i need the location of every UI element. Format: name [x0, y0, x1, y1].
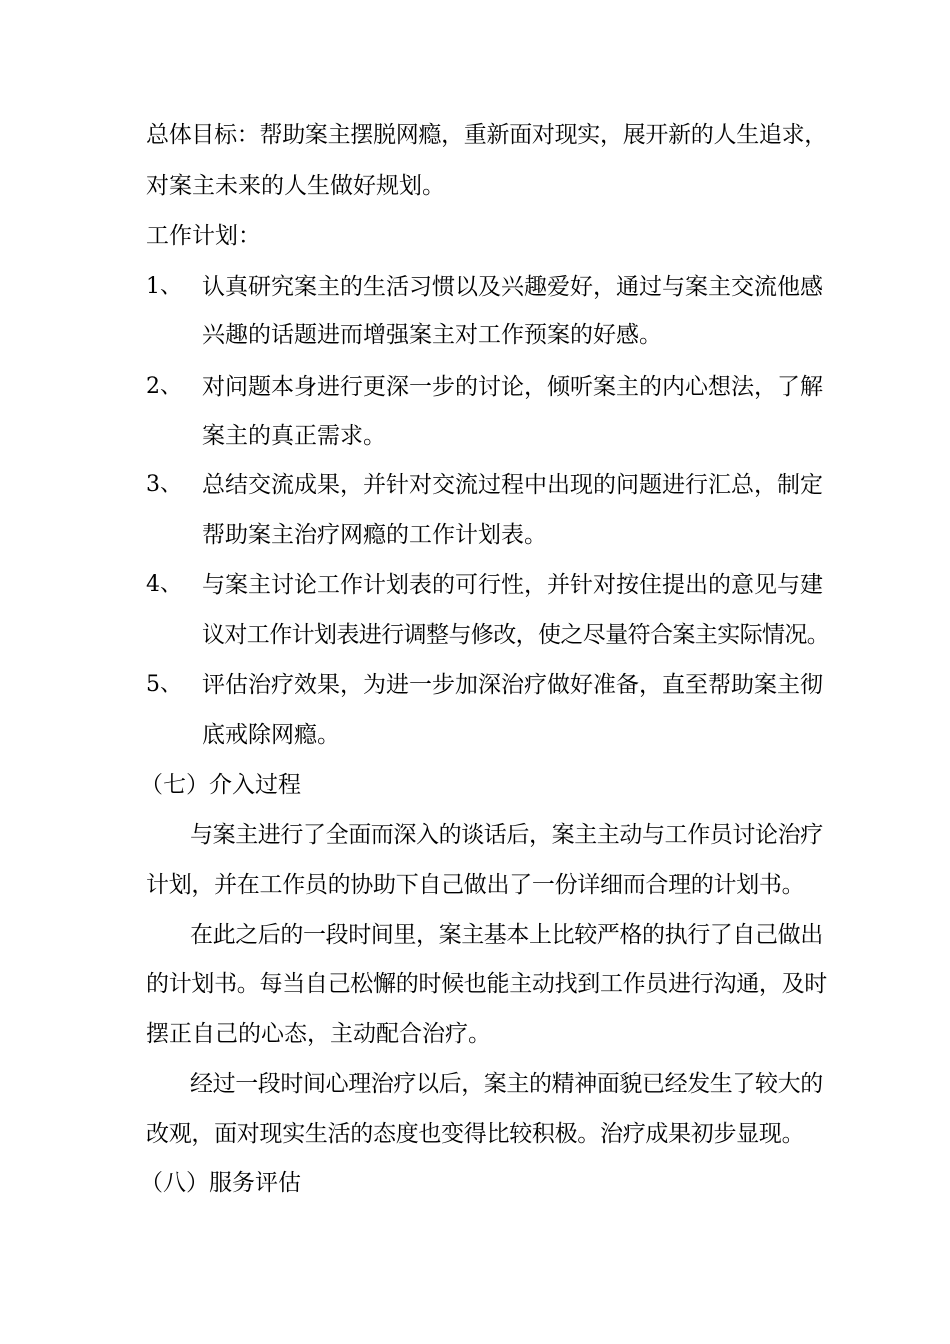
plan-item-4-number: 4、 — [146, 572, 182, 597]
plan-item-1-line-2: 兴趣的话题进而增强案主对工作预案的好感。 — [202, 322, 662, 348]
section-7-p2-line-3: 摆正自己的心态，主动配合治疗。 — [146, 1021, 491, 1047]
goal-line-2: 对案主未来的人生做好规划。 — [146, 173, 445, 199]
plan-item-4-line-2: 议对工作计划表进行调整与修改，使之尽量符合案主实际情况。 — [202, 622, 830, 648]
plan-item-1-number: 1、 — [146, 274, 182, 299]
plan-item-3-number: 3、 — [146, 472, 182, 497]
section-7-heading: （七）介入过程 — [140, 772, 301, 798]
plan-item-5-number: 5、 — [146, 672, 182, 697]
section-7-p3-line-2: 改观，面对现实生活的态度也变得比较积极。治疗成果初步显现。 — [146, 1121, 805, 1147]
section-7-p3-line-1: 经过一段时间心理治疗以后，案主的精神面貌已经发生了较大的 — [190, 1071, 823, 1097]
plan-item-2-line-1: 对问题本身进行更深一步的讨论，倾听案主的内心想法，了解 — [202, 374, 823, 400]
plan-item-3-line-1: 总结交流成果，并针对交流过程中出现的问题进行汇总，制定 — [202, 472, 823, 498]
section-7-p1-line-2: 计划，并在工作员的协助下自己做出了一份详细而合理的计划书。 — [146, 872, 805, 898]
plan-item-2-line-2: 案主的真正需求。 — [202, 423, 386, 449]
plan-item-5-line-1: 评估治疗效果，为进一步加深治疗做好准备，直至帮助案主彻 — [202, 672, 823, 698]
plan-item-1-line-1: 认真研究案主的生活习惯以及兴趣爱好，通过与案主交流他感 — [202, 274, 823, 300]
plan-item-5-line-2: 底戒除网瘾。 — [202, 722, 340, 748]
plan-item-4-line-1: 与案主讨论工作计划表的可行性，并针对按住提出的意见与建 — [202, 572, 823, 598]
section-7-p2-line-2: 的计划书。每当自己松懈的时候也能主动找到工作员进行沟通，及时 — [146, 971, 828, 997]
section-8-heading: （八）服务评估 — [140, 1170, 301, 1196]
plan-heading: 工作计划： — [146, 223, 261, 249]
goal-line-1: 总体目标：帮助案主摆脱网瘾，重新面对现实，展开新的人生追求， — [146, 122, 828, 148]
plan-item-2-number: 2、 — [146, 374, 182, 399]
plan-item-3-line-2: 帮助案主治疗网瘾的工作计划表。 — [202, 522, 547, 548]
section-7-p1-line-1: 与案主进行了全面而深入的谈话后，案主主动与工作员讨论治疗 — [190, 822, 823, 848]
section-7-p2-line-1: 在此之后的一段时间里，案主基本上比较严格的执行了自己做出 — [190, 922, 823, 948]
